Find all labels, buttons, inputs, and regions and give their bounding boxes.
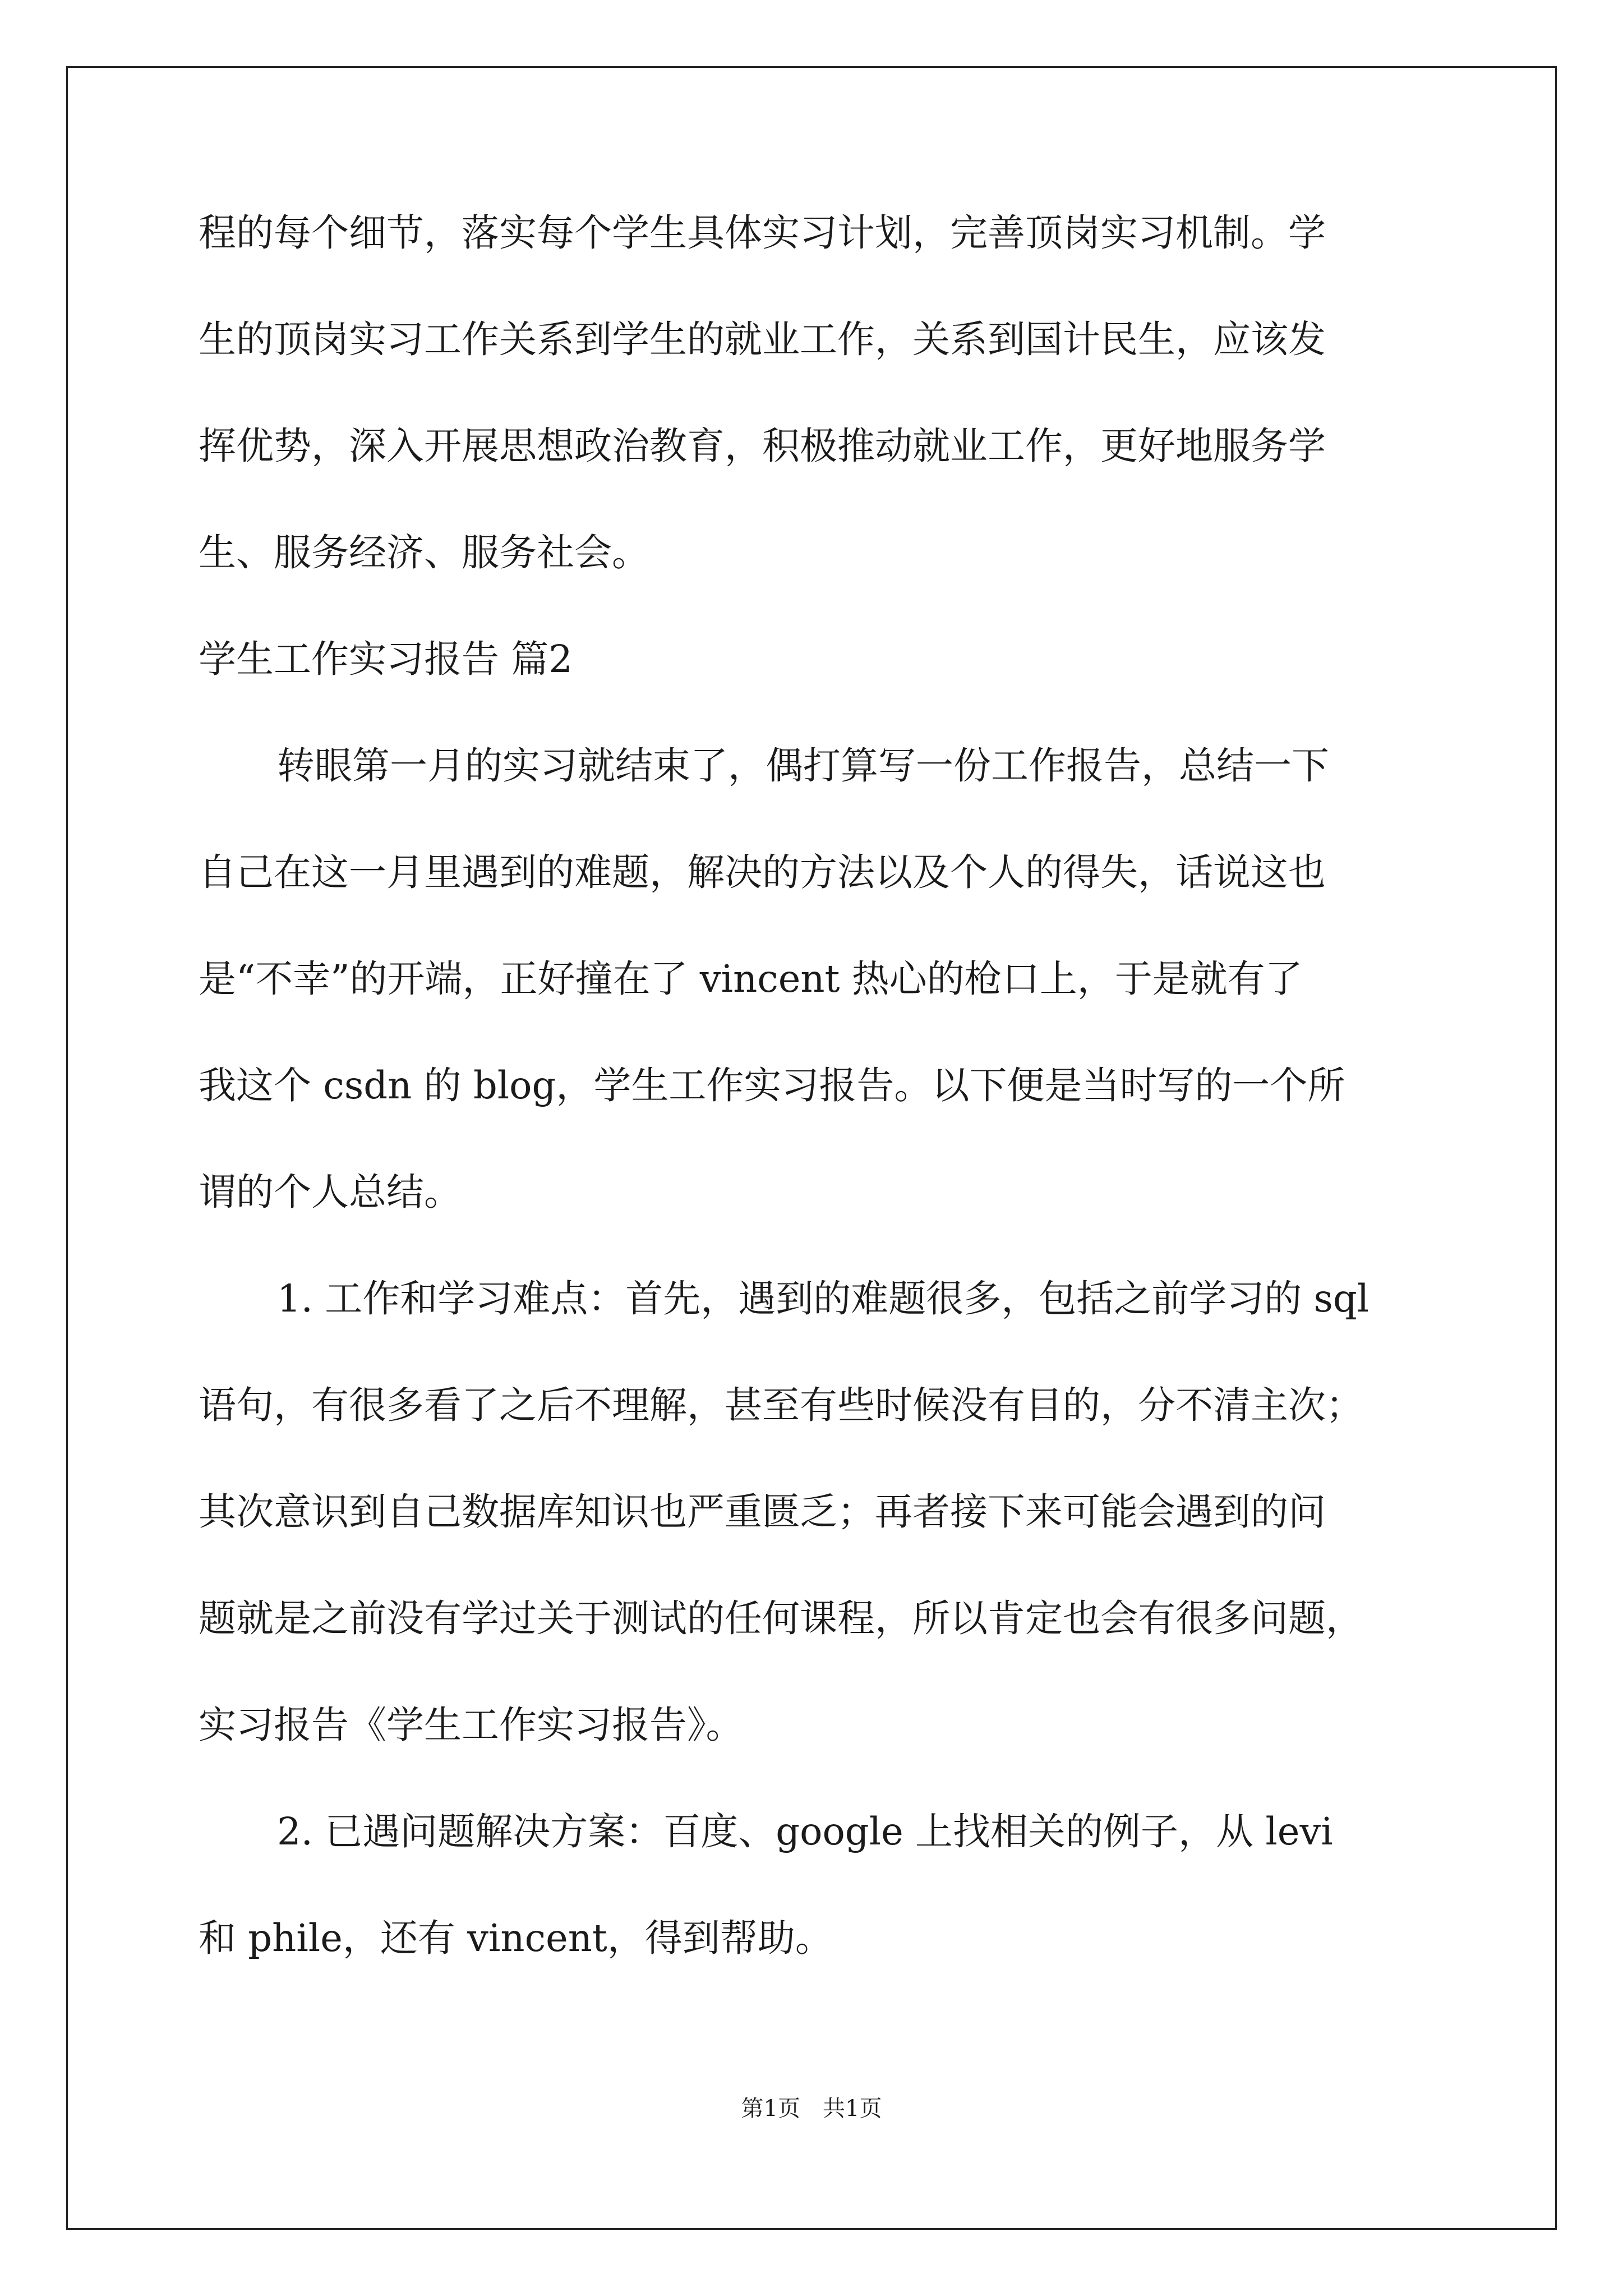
paragraph-line: 生、服务经济、服务社会。	[199, 531, 649, 574]
paragraph-line: 挥优势，深入开展思想政治教育，积极推动就业工作，更好地服务学	[199, 424, 1326, 468]
paragraph-line: 我这个 csdn 的 blog，学生工作实习报告。以下便是当时写的一个所	[199, 1064, 1345, 1107]
paragraph-line: 和 phile，还有 vincent，得到帮助。	[199, 1916, 833, 1960]
page-footer: 第1页 共1页	[741, 2096, 882, 2122]
section-heading: 学生工作实习报告 篇2	[199, 637, 573, 681]
paragraph-line: 是“不幸”的开端，正好撞在了 vincent 热心的枪口上，于是就有了	[199, 957, 1303, 1001]
paragraph-line: 程的每个细节，落实每个学生具体实习计划，完善顶岗实习机制。学	[199, 211, 1326, 255]
paragraph-line: 语句，有很多看了之后不理解，甚至有些时候没有目的，分不清主次；	[199, 1383, 1363, 1427]
paragraph-line: 实习报告《学生工作实习报告》。	[199, 1703, 744, 1747]
paragraph-line: 谓的个人总结。	[199, 1170, 462, 1214]
page-border	[66, 66, 1557, 2230]
paragraph-line: 转眼第一月的实习就结束了，偶打算写一份工作报告，总结一下	[277, 744, 1329, 788]
paragraph-line: 题就是之前没有学过关于测试的任何课程，所以肯定也会有很多问题，	[199, 1596, 1363, 1640]
paragraph-line: 其次意识到自己数据库知识也严重匮乏；再者接下来可能会遇到的问	[199, 1490, 1326, 1534]
paragraph-line: 自己在这一月里遇到的难题，解决的方法以及个人的得失，话说这也	[199, 850, 1326, 894]
list-item-line: 2. 已遇问题解决方案：百度、google 上找相关的例子，从 levi	[277, 1810, 1333, 1853]
list-item-line: 1. 工作和学习难点：首先，遇到的难题很多，包括之前学习的 sql	[277, 1277, 1370, 1320]
paragraph-line: 生的顶岗实习工作关系到学生的就业工作，关系到国计民生，应该发	[199, 318, 1326, 361]
